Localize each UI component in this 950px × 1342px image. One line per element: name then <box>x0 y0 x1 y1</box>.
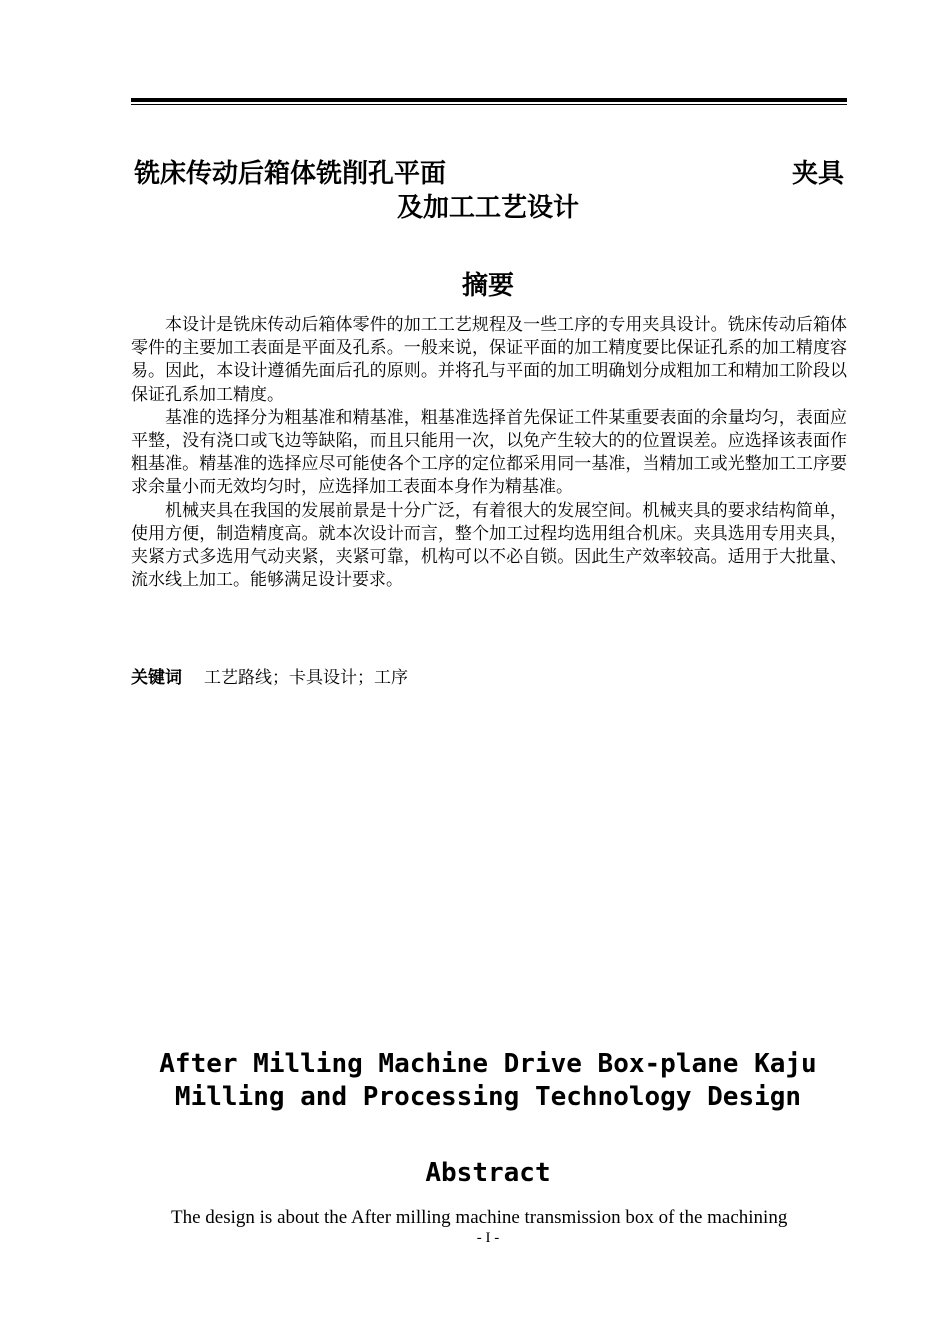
page-number: - I - <box>476 1230 500 1246</box>
chinese-title-part-1: 铣床传动后箱体铣削孔平面 <box>134 159 447 189</box>
chinese-abstract-paragraph-3: 机械夹具在我国的发展前景是十分广泛，有着很大的发展空间。机械夹具的要求结构简单，使用方便，制造精度高。就本次设计而言，整个加工过程均选用组合机床。夹具选用专用夹具，夹紧方式多选用气动夹紧，夹紧可靠，机构可以不必自锁。因此生产效率较高。适用于大批量、流水线上加工。能够满足设计要求。 <box>131 500 847 591</box>
chinese-title-line-2: 及加工工艺设计 <box>396 193 579 223</box>
english-abstract-first-line: The design is about the After milling machine transmission box of the machining <box>171 1207 788 1228</box>
keywords-line <box>131 663 408 688</box>
keywords-label: 关键词 <box>131 668 182 688</box>
chinese-abstract-paragraph-1: 本设计是铣床传动后箱体零件的加工工艺规程及一些工序的专用夹具设计。铣床传动后箱体零件的主要加工表面是平面及孔系。一般来说，保证平面的加工精度要比保证孔系的加工精度容易。因此，本设计遵循先面后孔的原则。并将孔与平面的加工明确划分成粗加工和精加工阶段以保证孔系加工精度。 <box>131 315 847 405</box>
chinese-abstract-body <box>131 314 847 592</box>
english-title-line-1: After Milling Machine Drive Box-plane Kaju <box>159 1049 817 1079</box>
english-abstract-heading: Abstract <box>425 1158 551 1188</box>
keywords-value: 工艺路线；卡具设计；工序 <box>204 668 408 688</box>
chinese-abstract-heading: 摘要 <box>461 271 514 301</box>
chinese-title-part-2: 夹具 <box>791 159 844 189</box>
english-title-line-2: Milling and Processing Technology Design <box>174 1082 802 1112</box>
header-rule-thick <box>131 98 847 102</box>
header-rule-thin <box>131 104 847 105</box>
chinese-abstract-paragraph-2: 基准的选择分为粗基准和精基准，粗基准选择首先保证工件某重要表面的余量均匀，表面应平整，没有浇口或飞边等缺陷，而且只能用一次，以免产生较大的的位置误差。应选择该表面作粗基准。精基准的选择应尽可能使各个工序的定位都采用同一基准，当精加工或光整加工工序要求余量小而无效均匀时，应选择加工表面本身作为精基准。 <box>131 407 847 498</box>
english-title <box>0 1048 950 1114</box>
